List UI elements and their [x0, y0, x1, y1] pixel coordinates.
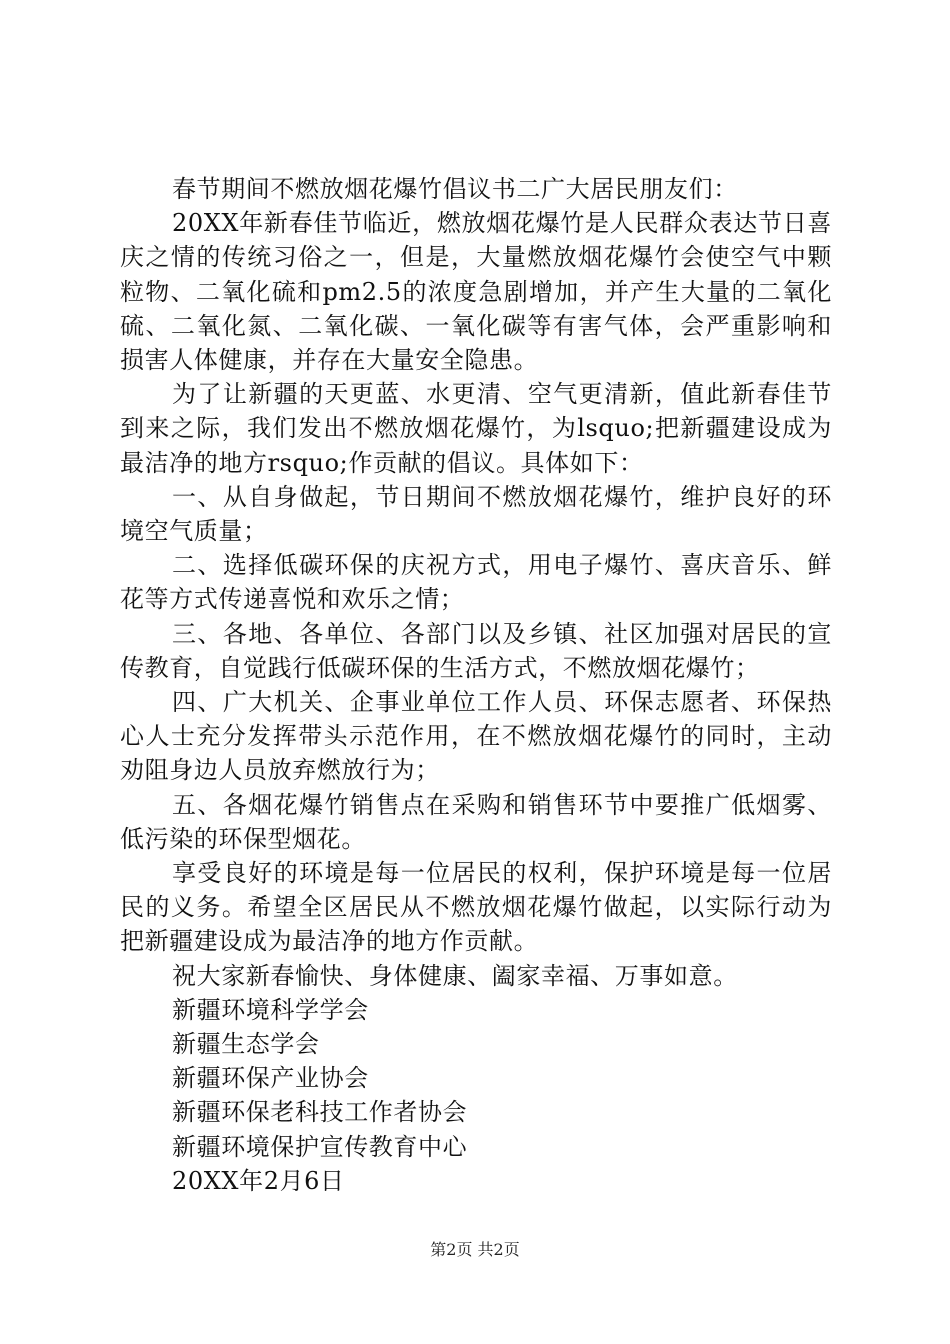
- intro-paragraph: 20XX年新春佳节临近，燃放烟花爆竹是人民群众表达节日喜庆之情的传统习俗之一，但是，大量燃放烟花爆竹会使空气中颗粒物、二氧化硫和pm2.5的浓度急剧增加，并产生大量的二氧化硫、二氧化氮、二氧化碳、一氧化碳等有害气体，会严重影响和损害人体健康，并存在大量安全隐患。: [120, 209, 832, 375]
- signatory-2: 新疆生态学会: [172, 1030, 320, 1059]
- proposal-paragraph: 为了让新疆的天更蓝、水更清、空气更清新，值此新春佳节到来之际，我们发出不燃放烟花爆竹，为lsquo;把新疆建设成为最洁净的地方rsquo;作贡献的倡议。具体如下：: [120, 380, 832, 477]
- signatory-4: 新疆环保老科技工作者协会: [172, 1098, 468, 1127]
- signatory-5: 新疆环境保护宣传教育中心: [172, 1132, 468, 1161]
- proposal-item-1: 一、从自身做起，节日期间不燃放烟花爆竹，维护良好的环境空气质量；: [120, 482, 832, 546]
- page-number-footer: 第2页 共2页: [430, 1240, 520, 1259]
- proposal-item-5: 五、各烟花爆竹销售点在采购和销售环节中要推广低烟雾、低污染的环保型烟花。: [120, 790, 832, 853]
- greeting-line: 春节期间不燃放烟花爆竹倡议书二广大居民朋友们：: [172, 175, 738, 203]
- proposal-item-2: 二、选择低碳环保的庆祝方式，用电子爆竹、喜庆音乐、鲜花等方式传递喜悦和欢乐之情；: [120, 551, 832, 614]
- document-body: [120, 172, 832, 1198]
- proposal-item-3: 三、各地、各单位、各部门以及乡镇、社区加强对居民的宣传教育，自觉践行低碳环保的生活方式，不燃放烟花爆竹；: [120, 619, 832, 682]
- proposal-item-4: 四、广大机关、企事业单位工作人员、环保志愿者、环保热心人士充分发挥带头示范作用，在不燃放烟花爆竹的同时，主动劝阻身边人员放弃燃放行为；: [120, 688, 832, 785]
- signatory-1: 新疆环境科学学会: [172, 995, 369, 1024]
- document-date: 20XX年2月6日: [172, 1166, 345, 1195]
- conclusion-paragraph: 享受良好的环境是每一位居民的权利，保护环境是每一位居民的义务。希望全区居民从不燃放烟花爆竹做起，以实际行动为把新疆建设成为最洁净的地方作贡献。: [120, 859, 832, 956]
- wishes-line: 祝大家新春愉快、身体健康、阖家幸福、万事如意。: [172, 961, 738, 990]
- signatory-3: 新疆环保产业协会: [172, 1064, 369, 1093]
